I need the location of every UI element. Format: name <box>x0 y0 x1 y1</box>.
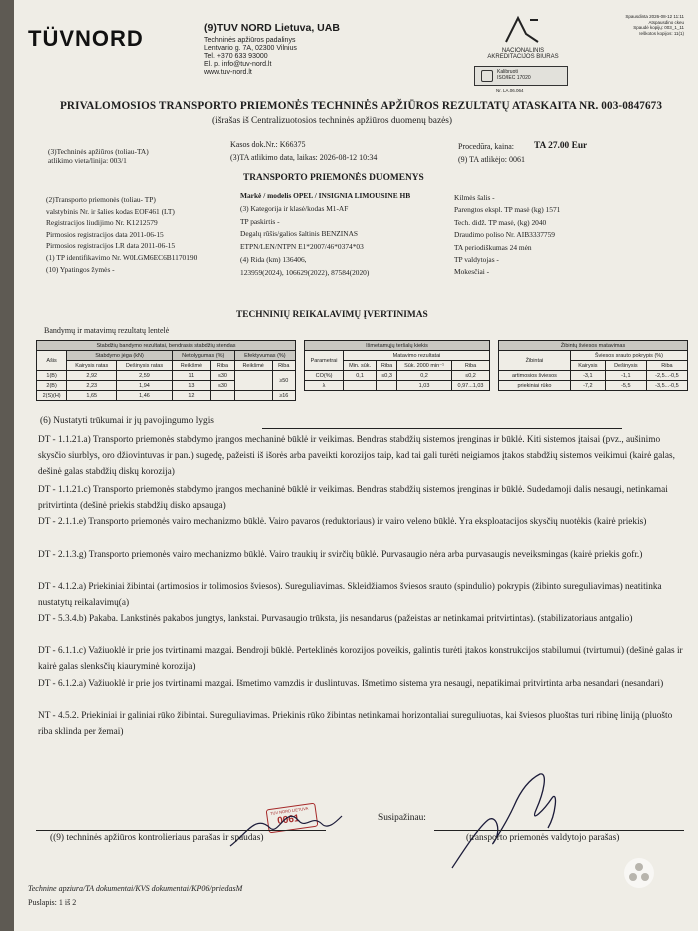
vehicle-right-column: Kilmės šalis - Parengtos ekspl. TP masė (kg) 1571 Tech. didž. TP masė, (kg) 2040 Draudimo poliso Nr. AIB3337759 TA periodiškumas 24 mėn TP valdytojas - Mokesčiai - <box>454 193 561 277</box>
defect-item: DT - 1.1.21.c) Transporto priemonės stabdymo įrangos mechaninė būklė ir veikimas. Bendras stabdžių sistemos įrenginas ir būklė. Sudedamoji dalis nesaugi, netinkamai pritvirtinta (dešinė priekis stabdžių disko apsauga) <box>38 485 668 512</box>
defect-item: DT - 2.1.3.g) Transporto priemonės vairo mechanizmo būklė. Vairo traukių ir svirčių būklė. Purvasaugio nėra arba purvasaugis neveiksmingas (kairė priekis gofr.) <box>38 550 643 560</box>
procedure-label: Procedūra, kaina: <box>458 142 514 151</box>
table-row: 2(B) 2,23 1,94 13 ≤30 <box>37 381 296 391</box>
owner-signature-line <box>434 830 684 831</box>
cash-document: Kasos dok.Nr.: K66375 <box>230 140 306 149</box>
lights-table-heading: Žibintų šviesos matavimas <box>499 341 688 351</box>
table-caption: Bandymų ir matavimų rezultatų lentelė <box>44 326 170 335</box>
accreditation-badge: Kalibruoti ISO/IEC 17020 <box>474 66 568 86</box>
owner-signature-caption: (transporto priemonės valdytojo parašas) <box>466 833 620 843</box>
table-row: 1(B) 2,92 2,59 11 ≤30 ≥50 <box>37 371 296 381</box>
ta-location: (3)Techninės apžiūros (toliau-TA) atlikimo vieta/linija: 003/1 <box>48 147 149 165</box>
acknowledged-label: Susipažinau: <box>378 813 426 823</box>
company-details: Techninės apžiūros padalinys Lentvario g. 7A, 02300 Vilnius Tel. +370 633 93000 El. p. info@tuv-nord.lt www.tuv-nord.lt <box>204 37 297 76</box>
print-info: Spausdinta 2026-08-12 11:11 Atspausdino ckeu Spaudė kopijų: 003_1_11 Ieškotos kopijos: 11(1) <box>625 14 684 36</box>
inspector-signature-caption: ((9) techninės apžiūros kontrolieriaus parašas ir spaudas) <box>50 833 264 843</box>
defect-item: DT - 2.1.1.e) Transporto priemonės vairo mechanizmo būklė. Vairo pavaros (reduktoriaus) ir vairo veleno būklė. Yra eksploatacijos skysčių nuotėkis (kairė priekis) <box>38 517 647 527</box>
defect-item: NT - 4.5.2. Priekiniai ir galiniai rūko žibintai. Sureguliavimas. Priekinis rūko žibintas netinkamai horizontaliai sureguliuotas, kai šviesos pluoštas turi ribinę liniją (pluošto riba sklinda per žemai) <box>38 711 673 738</box>
report-title: PRIVALOMOSIOS TRANSPORTO PRIEMONĖS TECHNINĖS APŽIŪROS REZULTATŲ ATASKAITA NR. 003-0847673 <box>60 100 663 112</box>
table-row: λ 1,03 0,97...1,03 <box>305 381 490 391</box>
vehicle-middle-column: Markė / modelis OPEL / INSIGNIA LIMOUSINE HB (3) Kategorija ir klasė/kodas M1-AF TP paskirtis - Degalų rūšis/galios šaltinis BENZINAS ETPN/LEN/NTPN E1*2007/46*0374*03 (4) Rida (km) 136406, 123959(2024), 106629(2022), 87584(2020) <box>240 191 411 277</box>
emission-table-heading: Išmetamųjų teršalų kiekis <box>305 341 490 351</box>
defect-item: DT - 6.1.2.a) Važiuoklė ir prie jos tvirtinami mazgai. Išmetimo vamzdis ir duslintuvas. Išmetimo sistema yra nesaugi, nepatikimai pritvirtinta arba nesandari (nesandari) <box>38 679 664 689</box>
inspector-stamp: TUV NORD LIETUVA 0061 <box>266 803 319 834</box>
emission-table: Išmetamųjų teršalų kiekis Parametrai Matavimo rezultatai Min. sūk. Riba Sūk. 2000 min⁻¹ Riba CO(%) 0,1 ≤0,3 0,2 ≤0,2 λ 1,03 0,97...1,03 <box>304 340 490 391</box>
page-number: Puslapis: 1 iš 2 <box>28 898 77 907</box>
vehicle-left-column: (2)Transporto priemonės (toliau- TP) valstybinis Nr. ir šalies kodas EOF461 (LT) Registracijos liudijimo Nr. K1212579 Pirmosios registracijos data 2011-06-15 Pirmosios registracijos LR data 2011-06-15 (1) TP identifikavimo Nr. W0LGM6EC6B1170190 (10) Ypatingos žymės - <box>46 195 198 274</box>
defects-title: (6) Nustatyti trūkumai ir jų pavojingumo lygis <box>40 416 214 426</box>
defect-item: DT - 6.1.1.c) Važiuoklė ir prie jos tvirtinami mazgai. Bendroji būklė. Perteklinės korozijos poveikis, galintis turėti įtakos konstrukcijos stabilumui (tvirtumui) (dešinė galas ir kairė galas slenksčių kiauryminė korozija) <box>38 646 683 673</box>
inspector-signature-icon <box>226 794 346 854</box>
defect-item: DT - 1.1.21.a) Transporto priemonės stabdymo įrangos mechaninė būklė ir veikimas. Bendras stabdžių sistemos įrenginas ir būklė. Kiti sistemos įtaisai (pvz., aušinimo skysčio siurblys, oro džiovintuvas ir pan.) sugedę, pažeisti iš išorės arba paveikti korozijos taip, kad tai gali turėti neigiamos įtakos stabdžių sistemos veikimui (kairė galas, dešinė galas stabdžių diskų korozija) <box>38 435 675 478</box>
company-name: (9)TUV NORD Lietuva, UAB <box>204 22 340 34</box>
divider <box>262 428 622 429</box>
table-row: artimosios šviesos -3,1 -1,1 -2,5...-0,5 <box>499 371 688 381</box>
table-row: priekiniai rūko -7,2 -5,5 -3,5...-0,5 <box>499 381 688 391</box>
accreditation-logo-icon <box>500 14 544 46</box>
accreditation-name: NACIONALINIS AKREDITACIJOS BIURAS <box>487 48 559 60</box>
accreditation-number: Nr. LA.06.064 <box>496 88 524 93</box>
procedure-price: TA 27.00 Eur <box>534 141 588 151</box>
owner-signature-icon <box>444 770 574 874</box>
defect-item: DT - 4.1.2.a) Priekiniai žibintai (artimosios ir tolimosios šviesos). Sureguliavimas. Skleidžiamos šviesos srauto (spindulio) pokrypis (žibinto sureguliavimas) neatitinka nustatytų reikalavimų(a) <box>38 582 662 609</box>
table-row: 2(S)(H) 1,65 1,46 12 ≥16 <box>37 391 296 401</box>
brake-test-table: Stabdžių bandymo rezultatai, bendrasis stabdžių stendas Ašis Stabdymo jėga (kN) Netolygumas (%) Efektyvumas (%) Kairysis ratas Dešinysis ratas Reikšmė Riba Reikšmė Riba 1(B) 2,92 2,59 11 ≤30 ≥50 2(B) 2,23 1,94 13 ≤30 2(S)(H) 1,65 1,46 12 ≥16 <box>36 340 296 401</box>
requirements-title: TECHNINIŲ REIKALAVIMŲ ĮVERTINIMAS <box>236 310 428 320</box>
tuv-nord-logo: TÜVNORD <box>28 26 144 51</box>
lights-table: Žibintų šviesos matavimas Žibintai Šviesos srauto pokrypis (%) Kairysis Dešinysis Riba artimosios šviesos -3,1 -1,1 -2,5...-0,5 priekiniai rūko -7,2 -5,5 -3,5...-0,5 <box>498 340 688 391</box>
brake-table-heading: Stabdžių bandymo rezultatai, bendrasis stabdžių stendas <box>37 341 296 351</box>
report-page <box>14 0 698 931</box>
axle-header: Ašis <box>37 351 67 371</box>
report-subtitle: (išrašas iš Centralizuotosios techninės apžiūros duomenų bazės) <box>212 116 453 126</box>
inspector-signature-line <box>36 830 326 831</box>
vehicle-data-title: TRANSPORTO PRIEMONĖS DUOMENYS <box>243 173 424 183</box>
inspector-id: (9) TA atlikėjo: 0061 <box>458 155 525 164</box>
table-row: CO(%) 0,1 ≤0,3 0,2 ≤0,2 <box>305 371 490 381</box>
inspection-date: (3)TA atlikimo data, laikas: 2026-08-12 10:34 <box>230 153 378 162</box>
watermark-icon <box>622 856 656 890</box>
magnifier-icon <box>481 70 493 82</box>
document-path: Technine apziura/TA dokumentai/KVS dokumentai/KP06/priedasM <box>28 884 243 893</box>
defect-item: DT - 5.3.4.b) Pakaba. Lankstinės pakabos jungtys, lankstai. Purvasaugio trūksta, jis nesandarus (pažeistas ar netinkamai pritvirtintas). (stabilizatoriaus antgalio) <box>38 614 633 624</box>
